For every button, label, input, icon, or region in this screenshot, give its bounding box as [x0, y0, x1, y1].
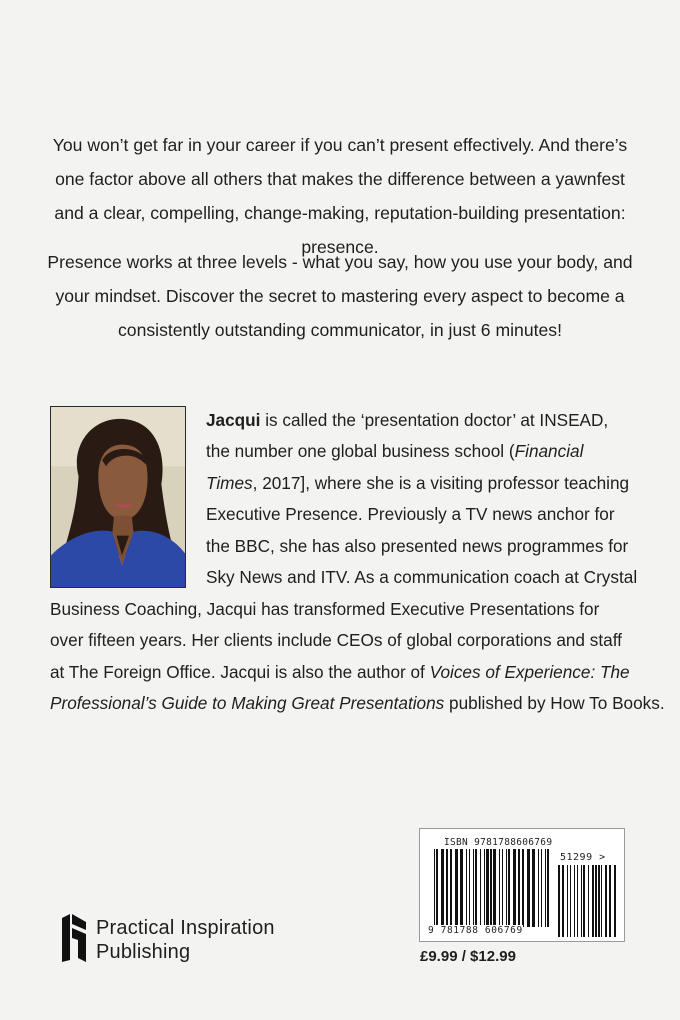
price: £9.99 / $12.99 — [420, 948, 516, 965]
bio-line-7: Business Coaching, Jacqui has transformed Executive Presentations for — [50, 599, 600, 619]
bio-line-6: Sky News and ITV. As a communication coach at Crystal — [206, 567, 638, 587]
bio-line-4: Executive Presence. Previously a TV news anchor for — [206, 504, 615, 524]
bio-line-3: Times, 2017], where she is a visiting professor teaching — [206, 473, 630, 493]
publisher-logo — [60, 912, 300, 968]
bio-line-5: the BBC, she has also presented news programmes for — [206, 536, 629, 556]
bio-line-2: the number one global business school (Financial — [206, 441, 584, 461]
isbn-label: ISBN 9781788606769 — [444, 837, 553, 848]
author-photo — [50, 406, 186, 588]
author-name: Jacqui — [206, 410, 261, 430]
bio-line-9: at The Foreign Office. Jacqui is also the author of Voices of Experience: The — [50, 662, 630, 682]
bio-line-10: Professional’s Guide to Making Great Presentations published by How To Books. — [50, 693, 665, 713]
bio-line-8: over fifteen years. Her clients include CEOs of global corporations and staff — [50, 630, 622, 650]
publisher-logo-icon — [60, 912, 88, 964]
isbn-barcode — [419, 828, 625, 942]
price-addon-code: 51299 > — [560, 852, 606, 863]
blurb-paragraph-2: Presence works at three levels - what you say, how you use your body, and your mindset. Discover the secret to mastering every aspect to become a consistently outstanding communicator, in just 6 minutes! — [47, 252, 633, 340]
blurb-paragraph-1: You won’t get far in your career if you can’t present effectively. And there’s one factor above all others that makes the difference between a yawnfest and a clear, compelling, change-making, reputation-building presentation: presence. — [52, 135, 628, 257]
barcode-digits: 9 781788 606769 — [428, 925, 523, 936]
publisher-name: Practical Inspiration Publishing — [96, 917, 275, 963]
bio-line-1: Jacqui is called the ‘presentation doctor’ at INSEAD, — [206, 410, 609, 430]
